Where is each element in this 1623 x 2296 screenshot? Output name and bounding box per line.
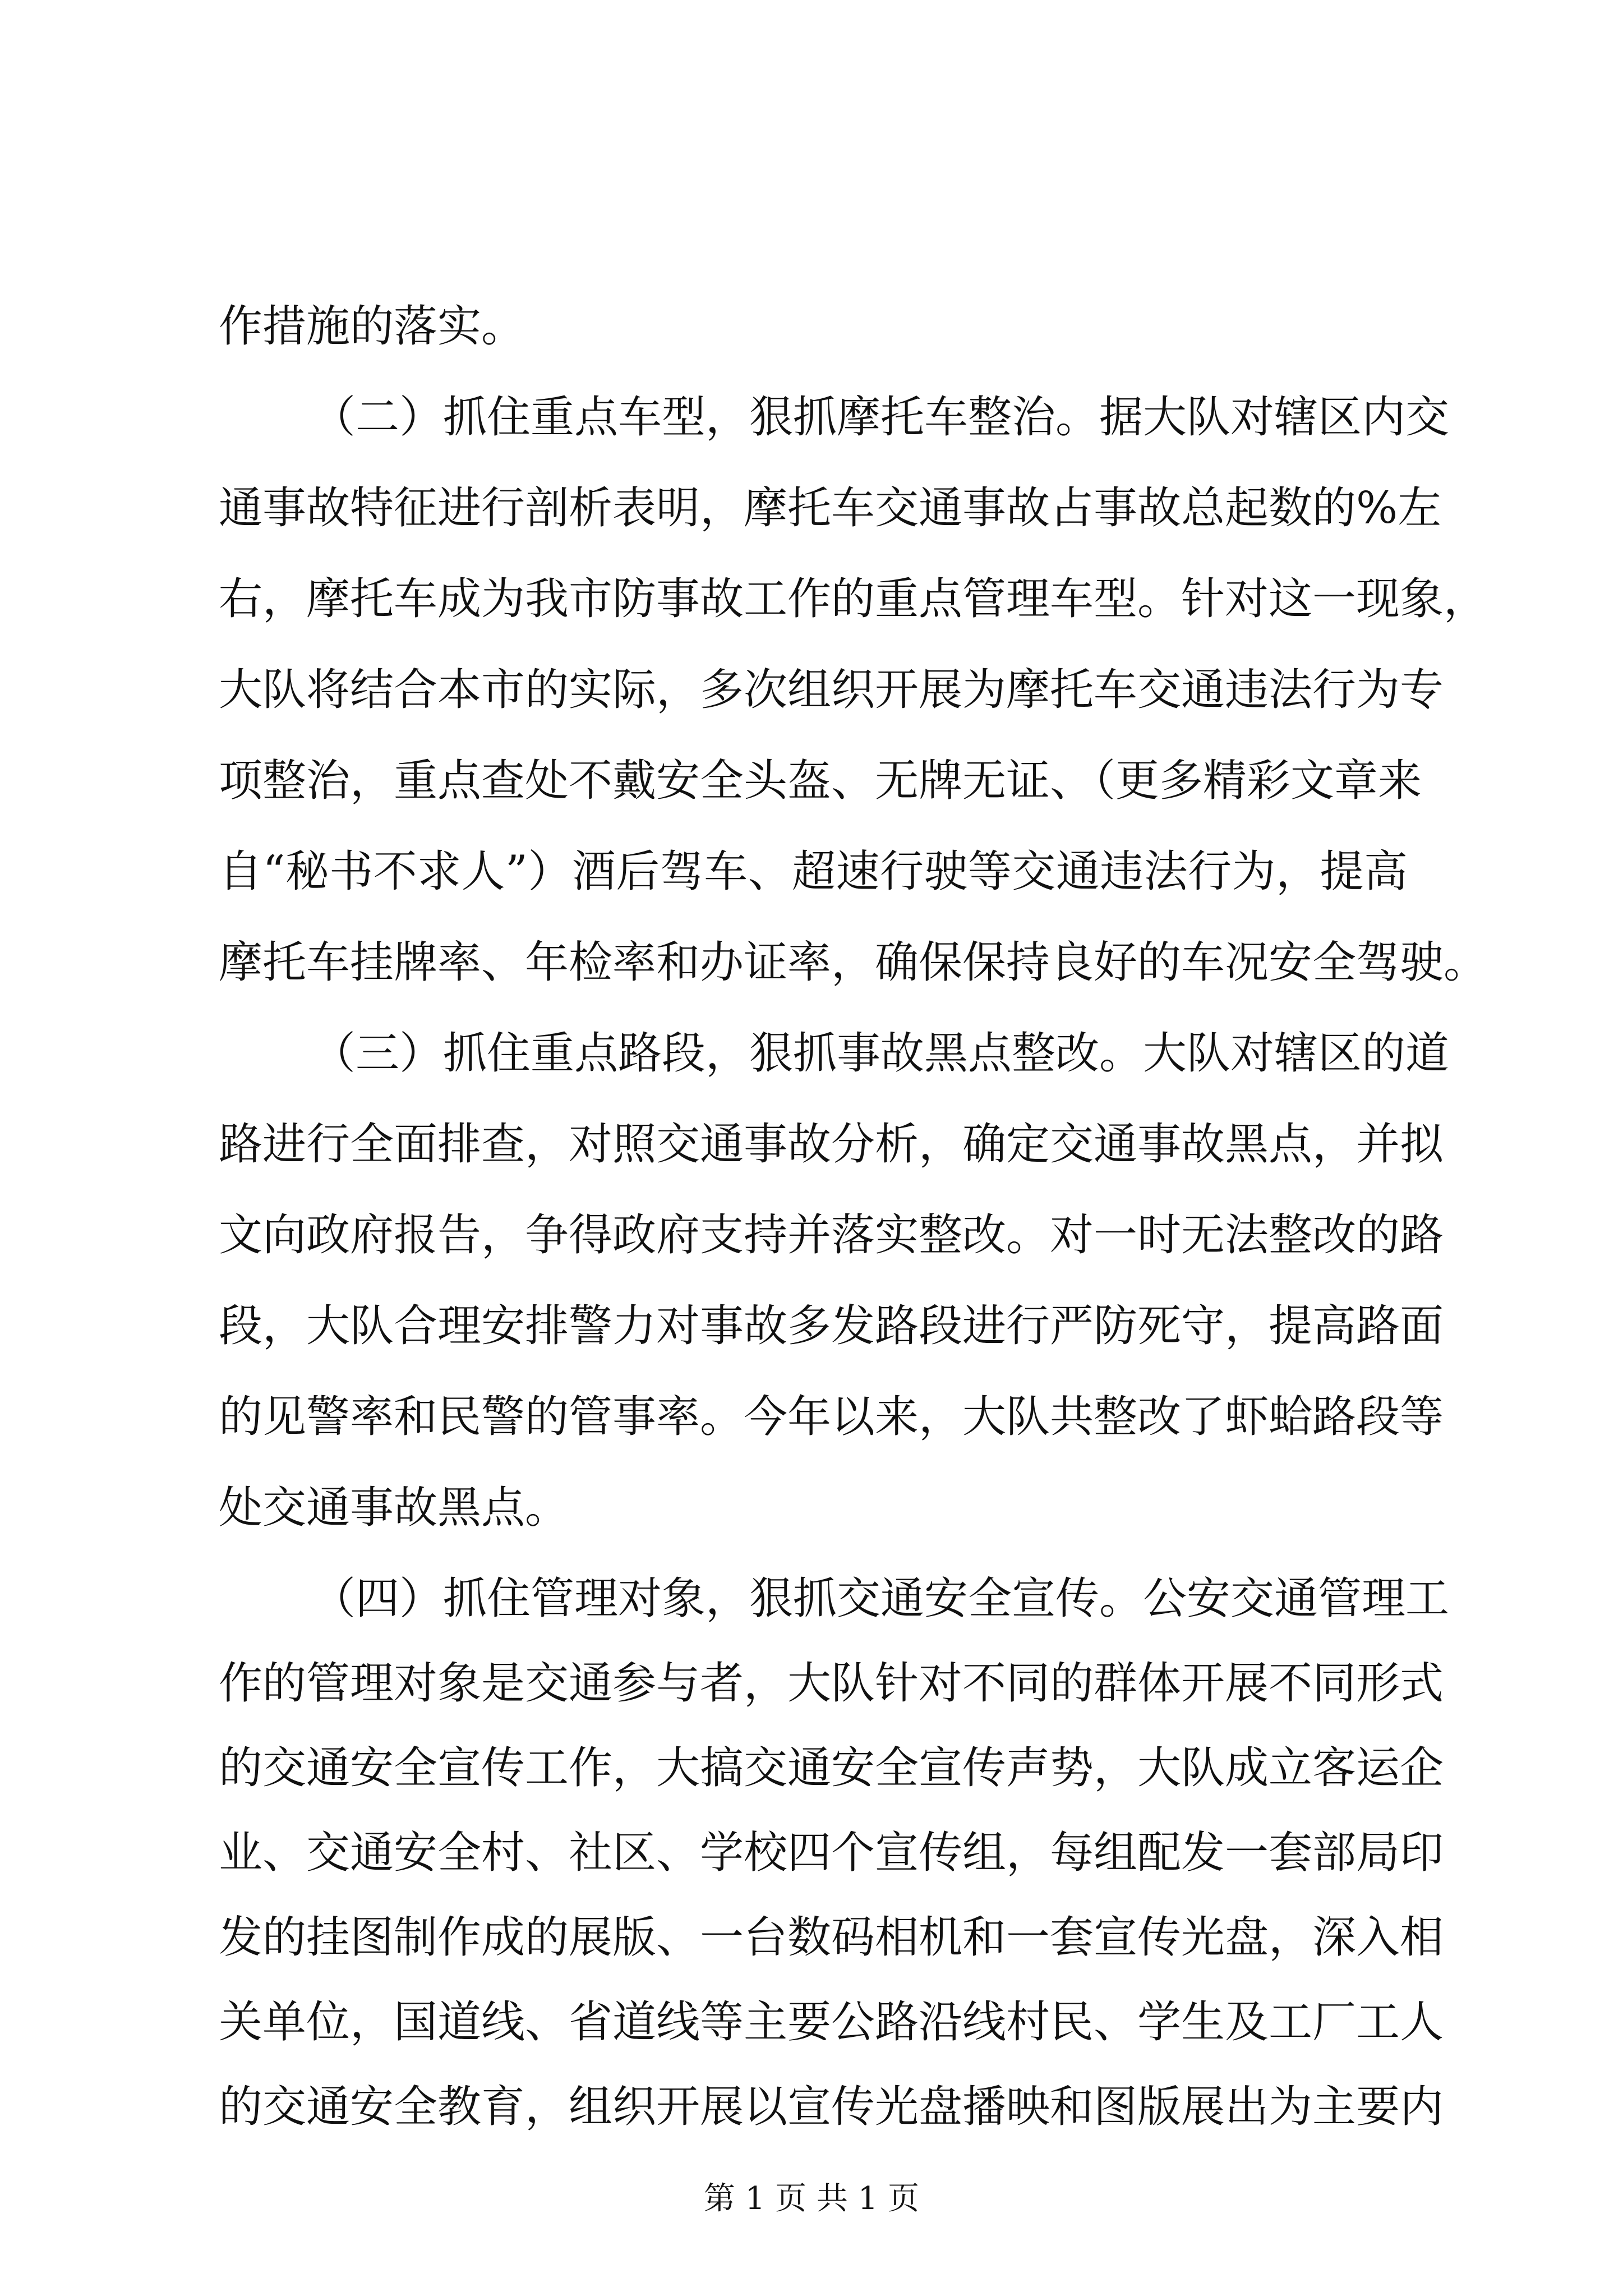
paragraph-line: 大队将结合本市的实际，多次组织开展为摩托车交通违法行为专 xyxy=(219,665,1444,715)
paragraph-line: 关单位，国道线、省道线等主要公路沿线村民、学生及工厂工人 xyxy=(219,1997,1444,2047)
paragraph-line: 段，大队合理安排警力对事故多发路段进行严防死守，提高路面 xyxy=(219,1301,1444,1351)
paragraph-line: 文向政府报告，争得政府支持并落实整改。对一时无法整改的路 xyxy=(219,1210,1444,1260)
paragraph-line: 处交通事故黑点。 xyxy=(219,1483,569,1533)
paragraph-line: 作措施的落实。 xyxy=(219,301,525,352)
page-footer xyxy=(0,2177,1623,2221)
paragraph-line: 业、交通安全村、社区、学校四个宣传组，每组配发一套部局印 xyxy=(219,1828,1444,1878)
page-number-label: 第 1 页 共 1 页 xyxy=(703,2180,920,2217)
paragraph-line: 项整治，重点查处不戴安全头盔、无牌无证、（更多精彩文章来 xyxy=(219,756,1422,806)
paragraph-line: 自“秘书不求人”）酒后驾车、超速行驶等交通违法行为，提高 xyxy=(219,846,1408,897)
paragraph-line: 通事故特征进行剖析表明，摩托车交通事故占事故总起数的%左 xyxy=(219,483,1442,533)
paragraph-line: （四）抓住管理对象，狠抓交通安全宣传。公安交通管理工 xyxy=(312,1573,1450,1624)
paragraph-line: 的见警率和民警的管事率。今年以来，大队共整改了虾蛤路段等 xyxy=(219,1392,1444,1442)
paragraph-line: 路进行全面排查，对照交通事故分析，确定交通事故黑点，并拟 xyxy=(219,1119,1444,1170)
paragraph-line: 发的挂图制作成的展版、一台数码相机和一套宣传光盘，深入相 xyxy=(219,1912,1444,1963)
paragraph-line: 右，摩托车成为我市防事故工作的重点管理车型。针对这一现象， xyxy=(219,574,1488,624)
paragraph-line: 的交通安全教育，组织开展以宣传光盘播映和图版展出为主要内 xyxy=(219,2082,1444,2132)
paragraph-line: （二）抓住重点车型，狠抓摩托车整治。据大队对辖区内交 xyxy=(312,392,1450,443)
paragraph-line: 的交通安全宣传工作，大搞交通安全宣传声势，大队成立客运企 xyxy=(219,1743,1444,1793)
paragraph-line: （三）抓住重点路段，狠抓事故黑点整改。大队对辖区的道 xyxy=(312,1028,1450,1079)
paragraph-line: 作的管理对象是交通参与者，大队针对不同的群体开展不同形式 xyxy=(219,1658,1444,1709)
paragraph-line: 摩托车挂牌率、年检率和办证率，确保保持良好的车况安全驾驶。 xyxy=(219,937,1488,988)
